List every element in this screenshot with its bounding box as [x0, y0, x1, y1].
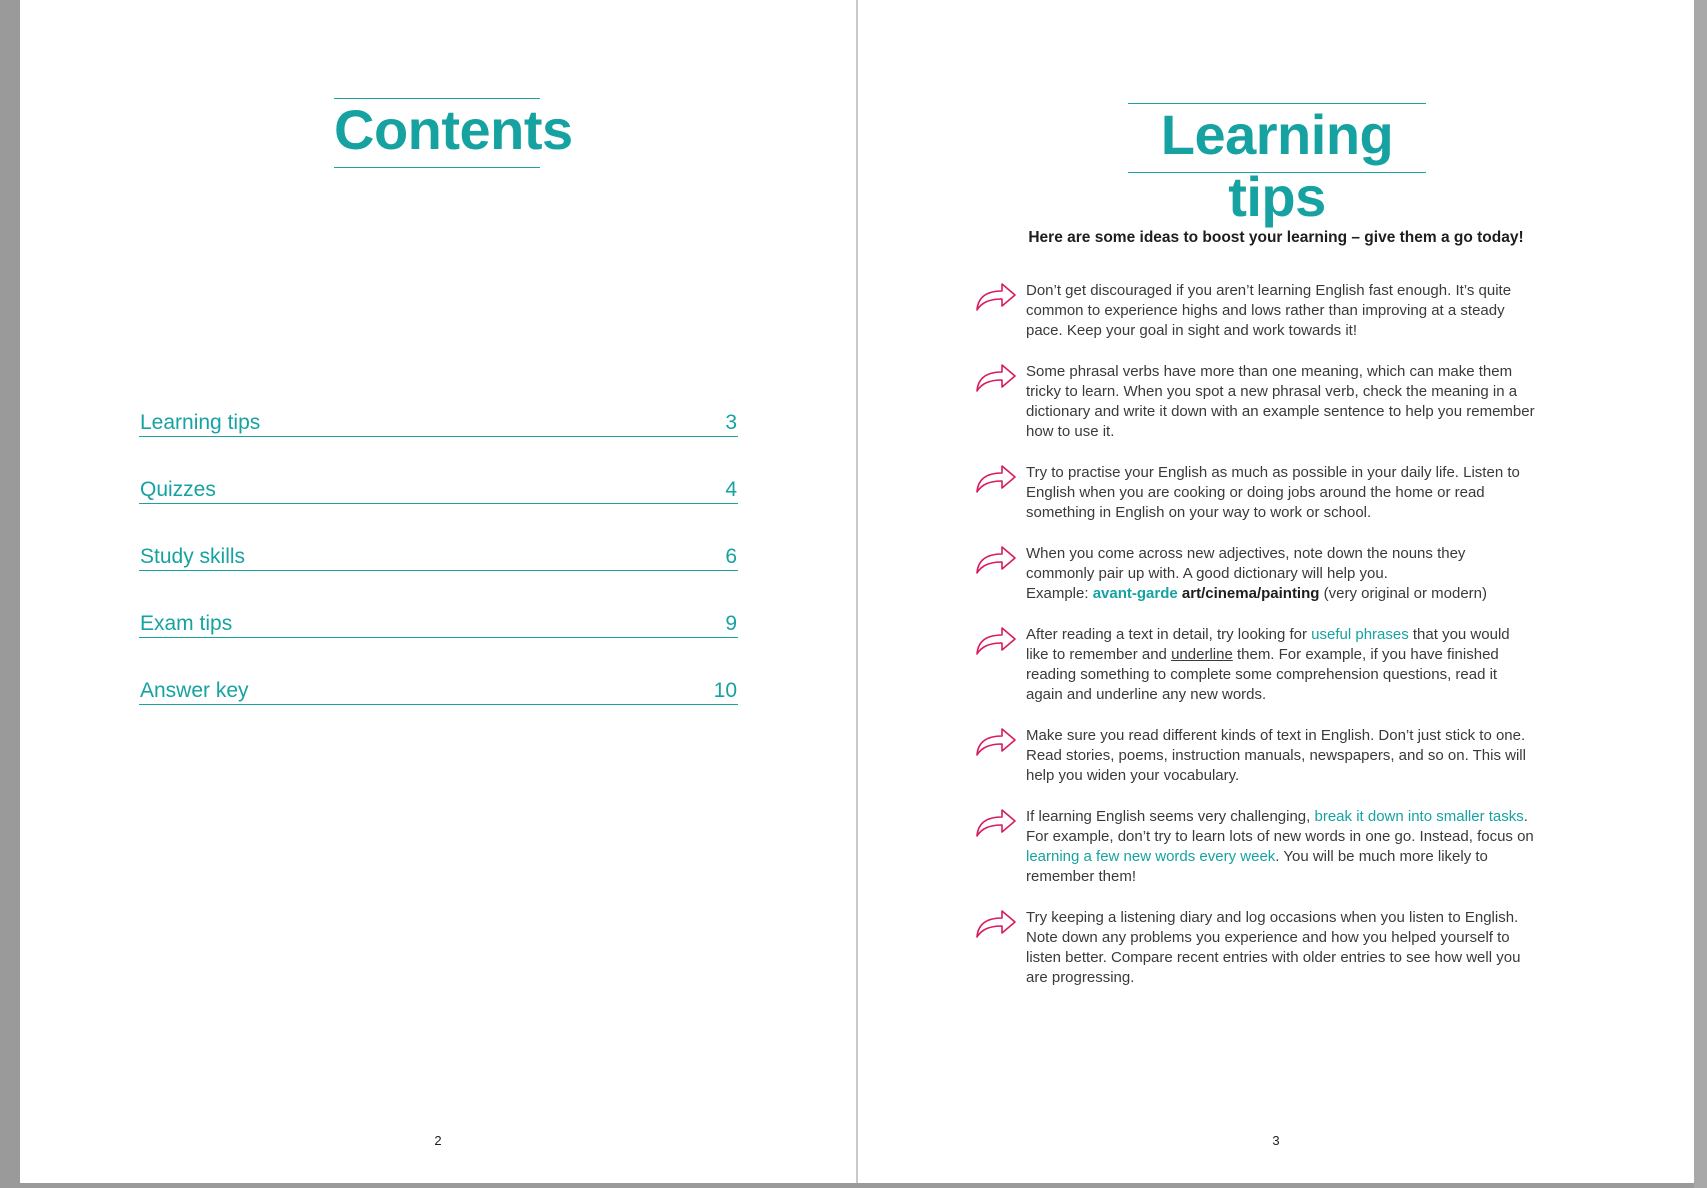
curved-arrow-icon	[975, 908, 1017, 940]
toc-page-number: 3	[725, 411, 737, 434]
highlight-phrase: useful phrases	[1311, 626, 1409, 643]
page-2	[20, 0, 856, 1183]
highlight-phrase: learning a few new words every week	[1026, 848, 1276, 865]
tip-text-part: that you would like to remember and	[1026, 626, 1510, 663]
toc-label: Study skills	[140, 545, 246, 568]
toc-page-number: 4	[725, 478, 737, 501]
tip-text-part: If learning English seems very challenging,	[1026, 808, 1315, 825]
underlined-word: underline	[1171, 646, 1233, 663]
table-of-contents	[139, 405, 738, 740]
toc-label: Quizzes	[140, 478, 216, 501]
toc-page-number: 10	[713, 679, 737, 702]
tip-text: Try keeping a listening diary and log occasions when you listen to English. Note down any problems you experience and how you helped yourself to listen better. Compare recent entries with older entries to see how well you are progressing.	[1026, 909, 1521, 986]
page-number: 2	[434, 1133, 442, 1148]
curved-arrow-icon	[975, 544, 1017, 576]
toc-entry-quizzes[interactable]	[139, 472, 738, 539]
example-nouns: art/cinema/painting	[1177, 585, 1320, 602]
tip-text-part: them. For example, if you have finished reading something to complete some comprehension questions, read it again and underline any new words.	[1026, 646, 1499, 703]
page-number: 3	[1272, 1133, 1280, 1148]
tip-text: Make sure you read different kinds of text in English. Don’t just stick to one. Read stories, poems, instruction manuals, newspapers, and so on. This will help you widen your vocabulary.	[1026, 727, 1526, 784]
toc-label: Learning tips	[140, 411, 261, 434]
toc-page-number: 9	[725, 612, 737, 635]
tip-text	[1026, 625, 1536, 705]
example-adjective: avant-garde	[1092, 585, 1178, 602]
tip-text: Some phrasal verbs have more than one meaning, which can make them tricky to learn. When you spot a new phrasal verb, check the meaning in a dictionary and write it down with an example sentence to help you remember how to use it.	[1026, 363, 1535, 440]
curved-arrow-icon	[975, 807, 1017, 839]
example-prefix: Example:	[1026, 585, 1093, 602]
curved-arrow-icon	[975, 463, 1017, 495]
toc-label: Answer key	[140, 679, 249, 702]
tip-text-part: . For example, don’t try to learn lots of new words in one go. Instead, focus on	[1026, 808, 1534, 845]
curved-arrow-icon	[975, 362, 1017, 394]
tip-body: When you come across new adjectives, note down the nouns they commonly pair up with. A good dictionary will help you.	[1026, 545, 1466, 582]
tip-text-part: . You will be much more likely to remember them!	[1026, 848, 1488, 885]
tip-text	[1026, 544, 1536, 604]
toc-entry-learning-tips[interactable]	[139, 405, 738, 472]
tip-text-part: After reading a text in detail, try looking for	[1026, 626, 1312, 643]
tip-text: Don’t get discouraged if you aren’t learning English fast enough. It’s quite common to experience highs and lows rather than improving at a steady pace. Keep your goal in sight and work towards it!	[1026, 282, 1512, 339]
toc-entry-answer-key[interactable]	[139, 673, 738, 740]
toc-entry-exam-tips[interactable]	[139, 606, 738, 673]
curved-arrow-icon	[975, 726, 1017, 758]
highlight-phrase: break it down into smaller tasks	[1314, 808, 1524, 825]
tip-text: Try to practise your English as much as possible in your daily life. Listen to English when you are cooking or doing jobs around the home or read something in English on your way to work or school.	[1026, 464, 1520, 521]
intro-text: Here are some ideas to boost your learning – give them a go today!	[1028, 229, 1524, 246]
curved-arrow-icon	[975, 281, 1017, 313]
example-note: (very original or modern)	[1319, 585, 1487, 602]
toc-page-number: 6	[725, 545, 737, 568]
page-title: Learning tips	[1128, 103, 1426, 173]
page-3	[858, 0, 1694, 1183]
vertical-scrollbar[interactable]	[1694, 0, 1707, 1188]
tip-text	[1026, 807, 1536, 887]
toc-label: Exam tips	[140, 612, 233, 635]
toc-entry-study-skills[interactable]	[139, 539, 738, 606]
page-title: Contents	[334, 98, 540, 168]
curved-arrow-icon	[975, 625, 1017, 657]
